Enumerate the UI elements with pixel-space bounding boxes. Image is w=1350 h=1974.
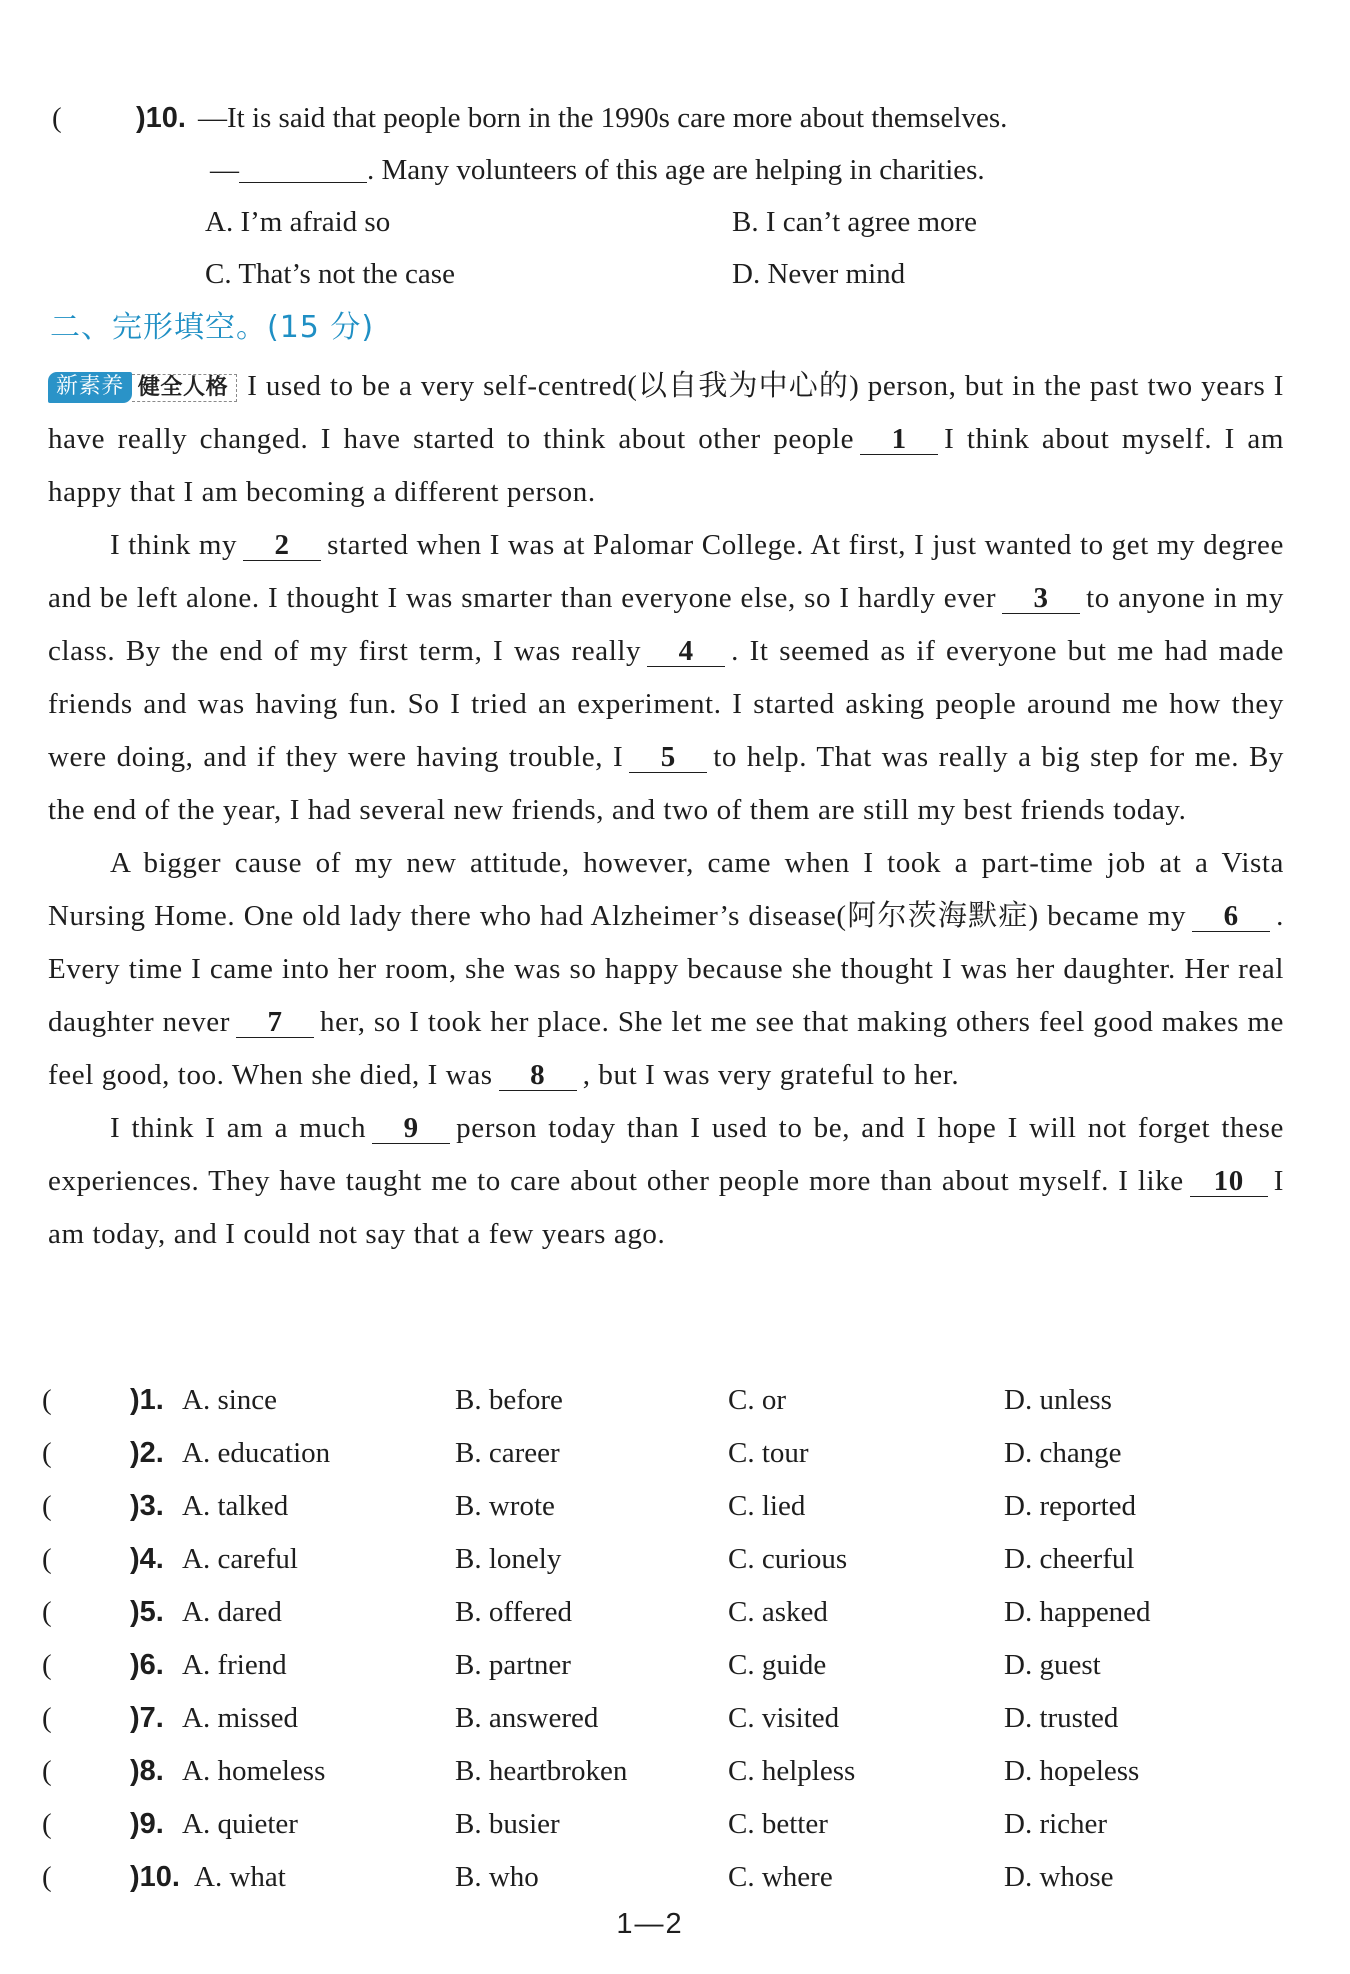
passage-text: I think my (110, 529, 238, 561)
answer-paren: ( (52, 102, 62, 134)
answer-choices (42, 1374, 1312, 1904)
option-c: C. helpless (728, 1755, 856, 1787)
choice-number: )7. (130, 1702, 164, 1734)
option-d: D. happened (1004, 1596, 1151, 1628)
passage-text: . It seemed as if everyone but me had made friends and was having fun. So I tried an experiment. I started asking people around me how they were doing, and if they were having trouble, I (48, 635, 1284, 773)
choice-number: )10. (130, 1861, 180, 1893)
option-d: D. guest (1004, 1649, 1101, 1681)
answer-paren: ( (42, 1437, 52, 1469)
blank-3: 3 (1002, 583, 1080, 614)
choice-row-2 (42, 1427, 1312, 1480)
option-a: A. friend (182, 1649, 287, 1681)
choice-row-7 (42, 1692, 1312, 1745)
option-a: A. homeless (182, 1755, 326, 1787)
blank-7: 7 (236, 1007, 314, 1038)
paragraph-1 (48, 360, 1284, 519)
answer-paren: ( (42, 1861, 52, 1893)
choice-number: )5. (130, 1596, 164, 1628)
choice-row-1 (42, 1374, 1312, 1427)
choice-number: )2. (130, 1437, 164, 1469)
answer-paren: ( (42, 1596, 52, 1628)
choice-number: )8. (130, 1755, 164, 1787)
paragraph-2 (48, 519, 1284, 837)
badge-label-new-literacy: 新素养 (48, 372, 132, 403)
question-stem: —It is said that people born in the 1990s care more about themselves. (197, 102, 1008, 134)
section-title: 二、完形填空。(15 分) (50, 310, 375, 345)
option-b: B. heartbroken (455, 1755, 628, 1787)
passage-text: I think I am a much (110, 1112, 367, 1144)
answer-paren: ( (42, 1755, 52, 1787)
option-a: A. what (194, 1861, 286, 1893)
option-c: C. tour (728, 1437, 809, 1469)
paragraph-3 (48, 837, 1284, 1102)
option-a: A. I’m afraid so (205, 206, 391, 238)
option-d: D. whose (1004, 1861, 1114, 1893)
question-10 (52, 92, 1312, 300)
option-a: A. missed (182, 1702, 298, 1734)
option-d: D. richer (1004, 1808, 1108, 1840)
choice-number: )3. (130, 1490, 164, 1522)
blank-6: 6 (1192, 901, 1270, 932)
option-d: D. cheerful (1004, 1543, 1135, 1575)
passage-text: , but I was very grateful to her. (582, 1059, 960, 1091)
literacy-badge (48, 372, 237, 403)
choice-row-6 (42, 1639, 1312, 1692)
option-b: B. busier (455, 1808, 560, 1840)
passage-text: started when I was at Palomar College. At first, I just wanted to get my degree and be left alone. I thought I was smarter than everyone else, so I hardly ever (48, 529, 1284, 614)
choice-number: )1. (130, 1384, 164, 1416)
option-d: D. hopeless (1004, 1755, 1140, 1787)
option-b: B. career (455, 1437, 560, 1469)
answer-paren: ( (42, 1649, 52, 1681)
cloze-passage (48, 360, 1284, 1261)
paragraph-4 (48, 1102, 1284, 1261)
option-b: B. answered (455, 1702, 599, 1734)
option-c: C. lied (728, 1490, 806, 1522)
option-c: C. visited (728, 1702, 840, 1734)
option-c: C. better (728, 1808, 828, 1840)
question-number: )10. (136, 102, 186, 134)
option-c: C. or (728, 1384, 786, 1416)
passage-text: person today than I used to be, and I hope I will not forget these experiences. They have taught me to care about other people more than about myself. I like (48, 1112, 1284, 1197)
option-a: A. dared (182, 1596, 282, 1628)
option-d: D. reported (1004, 1490, 1137, 1522)
blank-9: 9 (372, 1113, 450, 1144)
option-b: B. lonely (455, 1543, 562, 1575)
option-b: B. who (455, 1861, 539, 1893)
choice-row-3 (42, 1480, 1312, 1533)
question-10-reply-line (52, 144, 1312, 196)
badge-label-personality: 健全人格 (132, 374, 237, 402)
option-c: C. asked (728, 1596, 828, 1628)
reply-dash: — (210, 154, 239, 186)
reply-blank (239, 152, 367, 183)
choice-row-10 (42, 1851, 1312, 1904)
choice-row-8 (42, 1745, 1312, 1798)
option-d: D. change (1004, 1437, 1122, 1469)
option-b: B. partner (455, 1649, 571, 1681)
choice-number: )4. (130, 1543, 164, 1575)
option-a: A. education (182, 1437, 331, 1469)
passage-text: to anyone in my class. By the end of my first term, I was really (48, 582, 1284, 667)
option-d: D. trusted (1004, 1702, 1119, 1734)
option-a: A. talked (182, 1490, 289, 1522)
answer-paren: ( (42, 1490, 52, 1522)
passage-text: her, so I took her place. She let me see that making others feel good makes me feel good, too. When she died, I was (48, 1006, 1284, 1091)
passage-text: I am today, and I could not say that a few years ago. (48, 1165, 1284, 1250)
reply-text: . Many volunteers of this age are helping in charities. (367, 154, 985, 186)
passage-text: to help. That was really a big step for me. By the end of the year, I had several new friends, and two of them are still my best friends today. (48, 741, 1284, 826)
option-c: C. guide (728, 1649, 827, 1681)
blank-1: 1 (860, 424, 938, 455)
option-d: D. Never mind (732, 258, 906, 290)
choice-number: )9. (130, 1808, 164, 1840)
answer-paren: ( (42, 1384, 52, 1416)
option-a: A. careful (182, 1543, 298, 1575)
question-10-options-ab (52, 196, 1312, 248)
passage-text: I used to be a very self-centred(以自我为中心的) person, but in the past two years I have really changed. I have started to think about other people (48, 370, 1284, 455)
answer-paren: ( (42, 1808, 52, 1840)
option-d: D. unless (1004, 1384, 1112, 1416)
option-a: A. quieter (182, 1808, 298, 1840)
question-10-stem-line (52, 92, 1312, 144)
question-10-options-cd (52, 248, 1312, 300)
blank-2: 2 (243, 530, 321, 561)
option-c: C. curious (728, 1543, 848, 1575)
option-b: B. before (455, 1384, 563, 1416)
blank-4: 4 (647, 636, 725, 667)
option-c: C. That’s not the case (205, 258, 455, 290)
option-b: B. offered (455, 1596, 573, 1628)
answer-paren: ( (42, 1543, 52, 1575)
passage-text: . Every time I came into her room, she was so happy because she thought I was her daughter. Her real daughter never (48, 900, 1284, 1038)
option-c: C. where (728, 1861, 833, 1893)
blank-8: 8 (499, 1060, 577, 1091)
blank-10: 10 (1190, 1166, 1268, 1197)
blank-5: 5 (629, 742, 707, 773)
choice-row-9 (42, 1798, 1312, 1851)
passage-text: A bigger cause of my new attitude, however, came when I took a part-time job at a Vista Nursing Home. One old lady there who had Alzheimer’s disease(阿尔茨海默症) became my (48, 847, 1284, 932)
answer-paren: ( (42, 1702, 52, 1734)
option-b: B. I can’t agree more (732, 206, 978, 238)
passage-text: I think about myself. I am happy that I am becoming a different person. (48, 423, 1284, 508)
choice-number: )6. (130, 1649, 164, 1681)
choice-row-5 (42, 1586, 1312, 1639)
option-b: B. wrote (455, 1490, 555, 1522)
page-number: 1—2 (616, 1908, 684, 1940)
option-a: A. since (182, 1384, 278, 1416)
choice-row-4 (42, 1533, 1312, 1586)
